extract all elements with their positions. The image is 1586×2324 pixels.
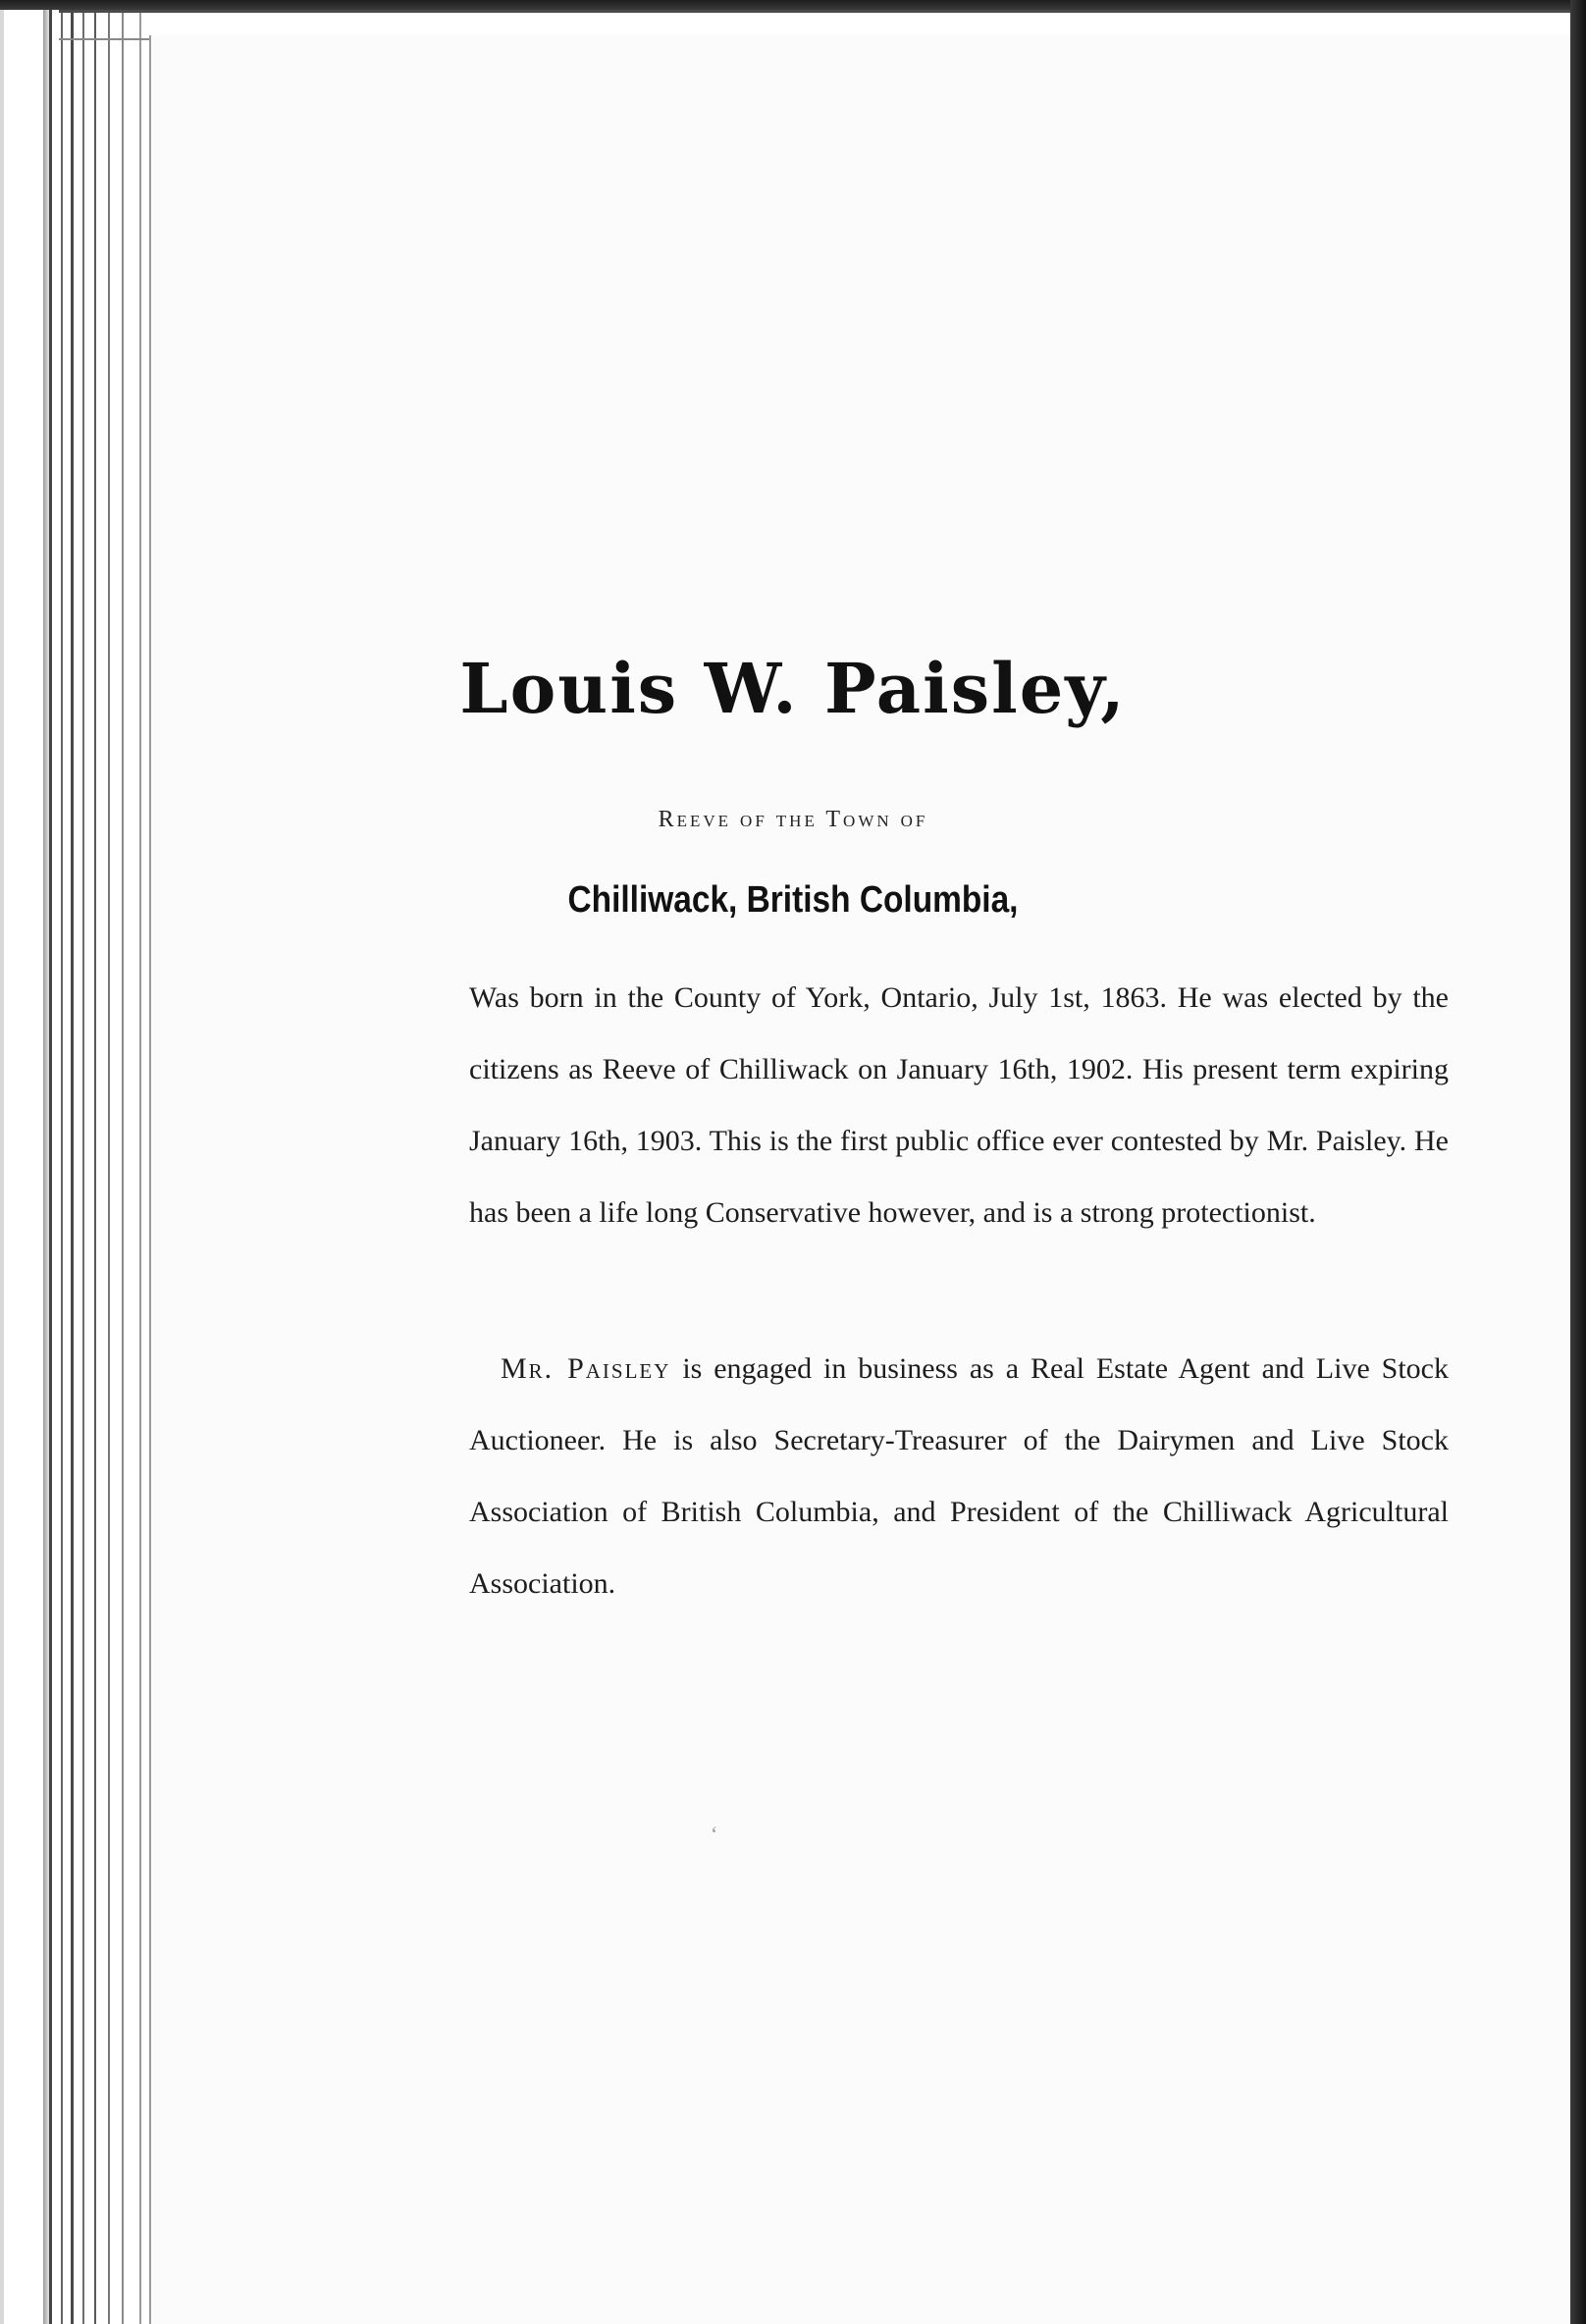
page-edge [71, 10, 74, 2324]
scan-border-left [0, 0, 4, 2324]
paragraph-business [469, 1333, 1449, 1619]
place-heading: Chilliwack, British Columbia, [567, 879, 1019, 921]
page-edge [139, 10, 141, 2324]
scan-border-top [0, 0, 1586, 10]
paragraph-body: is engaged in business as a Real Estate Agent and Live Stock Auctioneer. He is also Secretary-Treasurer of the Dairymen and Live Stock Association of British Columbia, and President of the Chilliwack Agricultural Association. [469, 1352, 1449, 1600]
page-edge [122, 10, 124, 2324]
page-edge [61, 10, 63, 2324]
page-subtitle: Reeve of the Town of [658, 807, 928, 832]
page-edge [94, 10, 96, 2324]
page-edge [49, 10, 52, 2324]
paper-speck: ʻ [711, 1822, 718, 1846]
page-edge [82, 10, 84, 2324]
scan-border-right [1570, 0, 1586, 2324]
paragraph-lead-name: Mr. Paisley [501, 1352, 671, 1385]
page-title: Louis W. Paisley, [459, 648, 1127, 729]
page-edge [108, 10, 110, 2324]
paragraph-biography: Was born in the County of York, Ontario, July 1st, 1863. He was elected by the citizens as Reeve of Chilliwack on January 16th, 1902. His present term expiring January 16th, 1903. This is the first public office ever contested by Mr. Paisley. He has been a life long Conservative however, and is a strong protectionist. [469, 981, 1449, 1229]
